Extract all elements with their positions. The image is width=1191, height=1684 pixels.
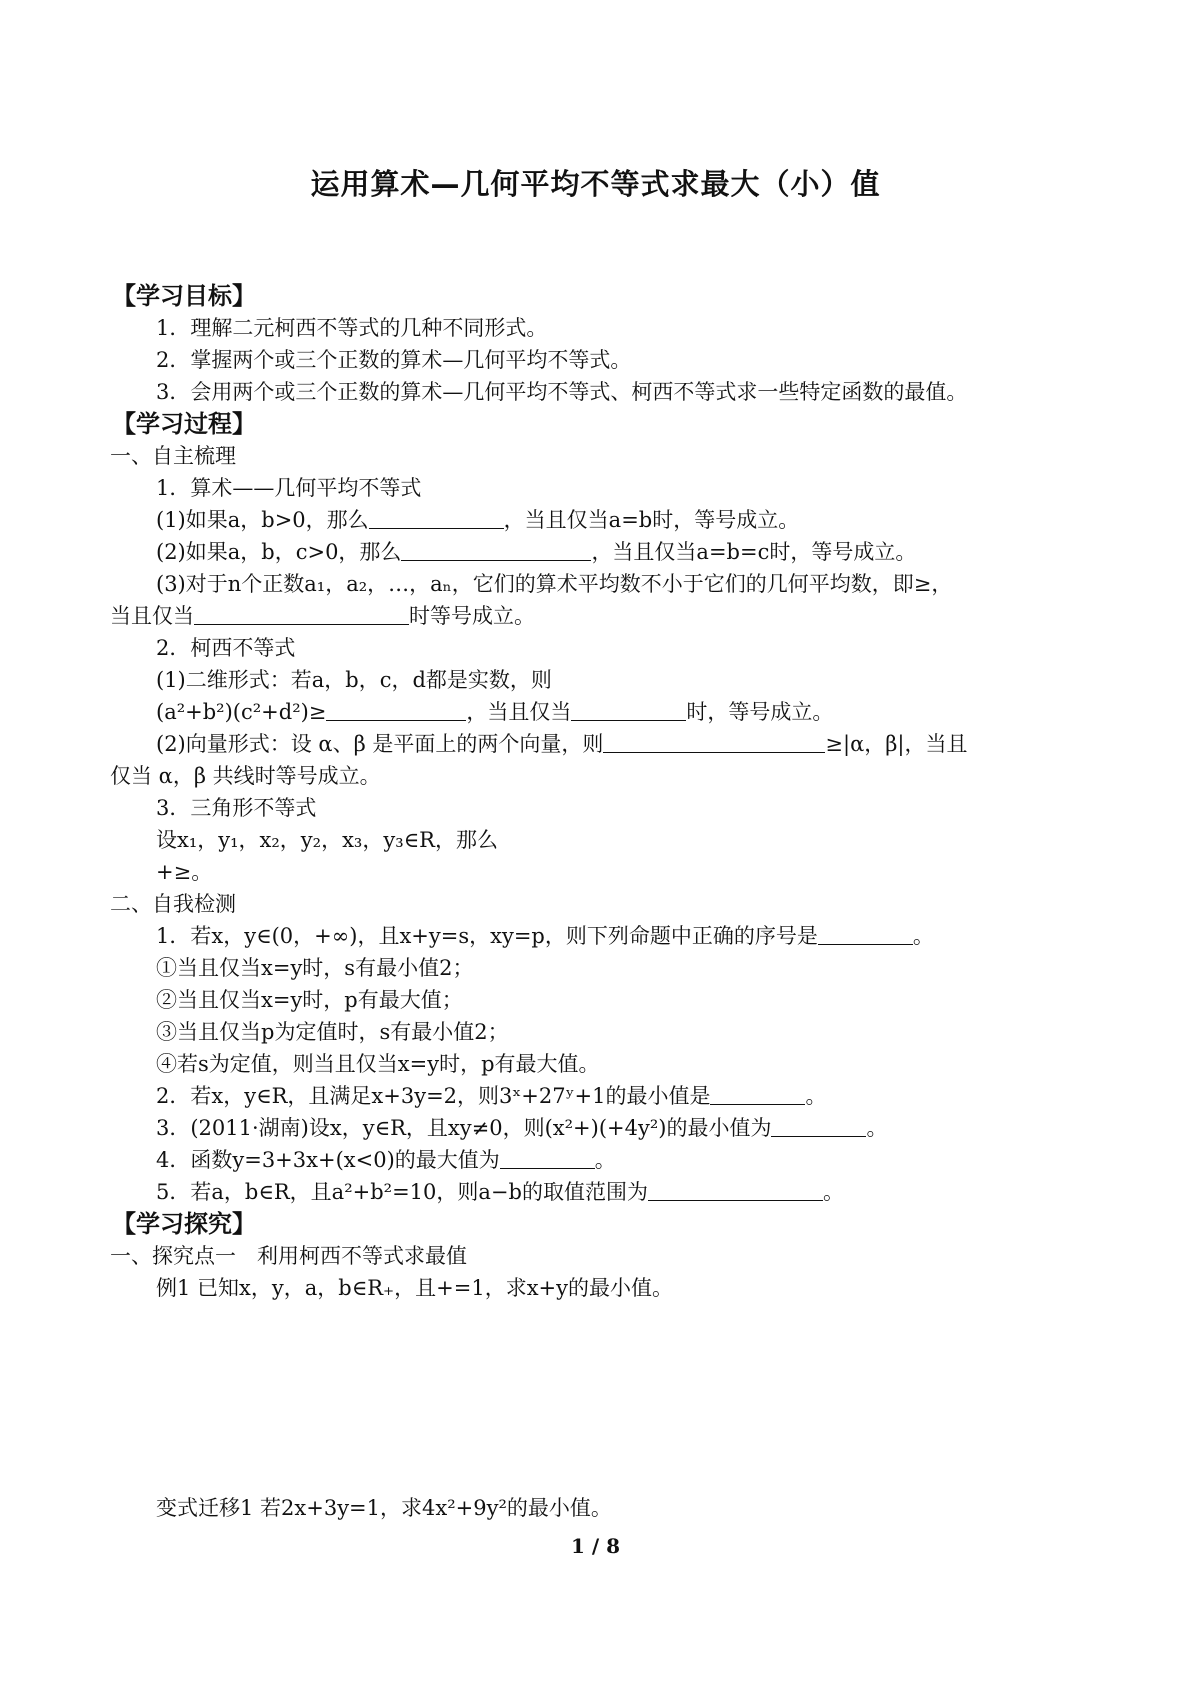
question-3: 3．(2011·湖南)设x，y∈R，且xy≠0，则(x²+)(+4y²)的最小值为 。 [156,1116,888,1140]
cauchy-vector-cont: 仅当 α，β 共线时等号成立。 [110,764,381,788]
answer-blank[interactable] [401,538,591,561]
answer-blank[interactable] [771,1114,866,1137]
question-1: 1．若x，y∈(0，+∞)，且x+y=s，xy=p，则下列命题中正确的序号是 。 [156,924,934,948]
cauchy-vector: (2)向量形式：设 α、β 是平面上的两个向量，则 ≥|α，β|，当且 [156,732,968,756]
goal-item: 2．掌握两个或三个正数的算术—几何平均不等式。 [156,348,632,372]
amgm-item-1: (1)如果a，b>0，那么 ，当且仅当a=b时，等号成立。 [156,508,800,532]
part1-title: 一、自主梳理 [110,444,236,468]
amgm-item-2: (2)如果a，b，c>0，那么 ，当且仅当a=b=c时，等号成立。 [156,540,917,564]
answer-space [110,1304,1090,1492]
goals-heading: 【学习目标】 [112,282,256,310]
triangle-item-1: 设x₁，y₁，x₂，y₂，x₃，y₃∈R，那么 [156,828,498,852]
process-heading: 【学习过程】 [112,410,256,438]
question-5: 5．若a，b∈R，且a²+b²=10，则a−b的取值范围为 。 [156,1180,844,1204]
goal-item: 3．会用两个或三个正数的算术—几何平均不等式、柯西不等式求一些特定函数的最值。 [156,380,968,404]
answer-blank[interactable] [603,730,825,753]
amgm-title: 1．算术——几何平均不等式 [156,476,422,500]
page-number: 1 / 8 [570,1534,621,1558]
option-2: ②当且仅当x=y时，p有最大值； [156,988,463,1012]
option-3: ③当且仅当p为定值时，s有最小值2； [156,1020,509,1044]
amgm-item-3-cont: 当且仅当 时等号成立。 [110,604,535,628]
explore-point-1: 一、探究点一 利用柯西不等式求最值 [110,1244,467,1268]
answer-blank[interactable] [326,698,466,721]
document-body [110,280,1090,1524]
goal-item: 1．理解二元柯西不等式的几种不同形式。 [156,316,548,340]
part2-title: 二、自我检测 [110,892,236,916]
triangle-item-2: +≥。 [156,860,213,884]
answer-blank[interactable] [818,922,913,945]
question-4: 4．函数y=3+3x+(x<0)的最大值为 。 [156,1148,616,1172]
answer-blank[interactable] [648,1178,823,1201]
option-1: ①当且仅当x=y时，s有最小值2； [156,956,474,980]
answer-blank[interactable] [369,506,504,529]
page-title: 运用算术—几何平均不等式求最大（小）值 [310,167,881,201]
cauchy-item-1: (1)二维形式：若a，b，c，d都是实数，则 [156,668,552,692]
option-4: ④若s为定值，则当且仅当x=y时，p有最大值。 [156,1052,600,1076]
example-1: 例1 已知x，y，a，b∈R₊，且+=1，求x+y的最小值。 [156,1276,674,1300]
question-2: 2．若x，y∈R，且满足x+3y=2，则3ˣ+27ʸ+1的最小值是 。 [156,1084,827,1108]
variant-1: 变式迁移1 若2x+3y=1，求4x²+9y²的最小值。 [156,1496,612,1520]
triangle-title: 3．三角形不等式 [156,796,317,820]
answer-blank[interactable] [571,698,686,721]
amgm-item-3: (3)对于n个正数a₁，a₂，…，aₙ，它们的算术平均数不小于它们的几何平均数，即≥， [156,572,953,596]
answer-blank[interactable] [500,1146,595,1169]
cauchy-title: 2．柯西不等式 [156,636,296,660]
cauchy-formula: (a²+b²)(c²+d²)≥ ，当且仅当 时，等号成立。 [156,700,834,724]
explore-heading: 【学习探究】 [112,1210,256,1238]
answer-blank[interactable] [710,1082,805,1105]
answer-blank[interactable] [194,602,409,625]
